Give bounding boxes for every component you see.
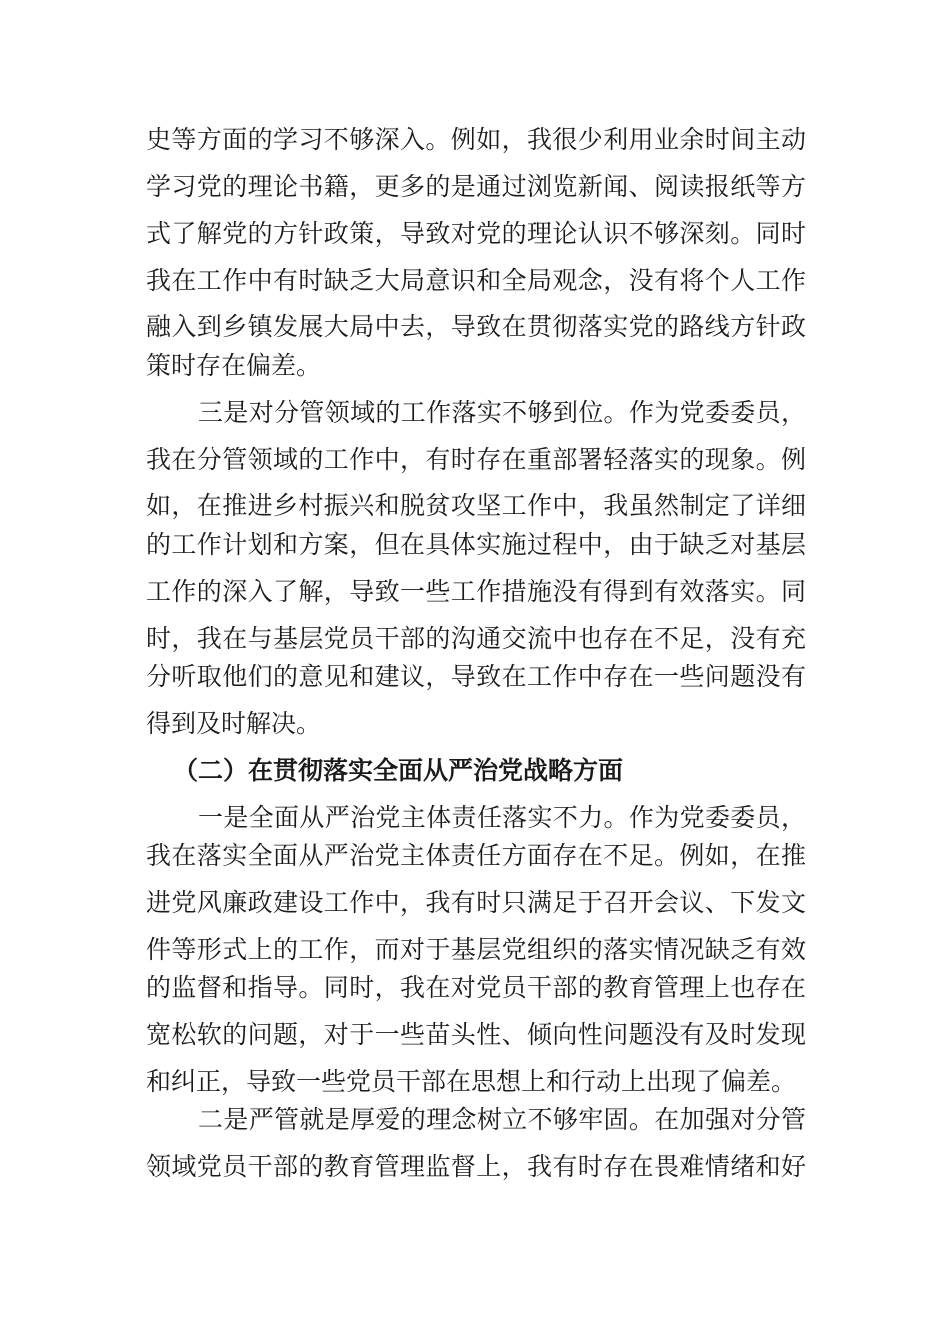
text-line: 领域党员干部的教育管理监督上，我有时存在畏难情绪和好 — [146, 1152, 806, 1181]
text-line: 时，我在与基层党员干部的沟通交流中也存在不足，没有充 — [146, 624, 806, 653]
text-line: 的工作计划和方案，但在具体实施过程中，由于缺乏对基层 — [146, 530, 806, 559]
text-line: 进党风廉政建设工作中，我有时只满足于召开会议、下发文 — [146, 888, 806, 917]
text-line: 我在分管领域的工作中，有时存在重部署轻落实的现象。例 — [146, 445, 806, 474]
section-heading: （二）在贯彻落实全面从严治党战略方面 — [173, 756, 624, 785]
paragraph-start-line: 三是对分管领域的工作落实不够到位。作为党委委员， — [198, 398, 806, 427]
text-line: 我在工作中有时缺乏大局意识和全局观念，没有将个人工作 — [146, 266, 806, 295]
paragraph-start-line: 一是全面从严治党主体责任落实不力。作为党委委员， — [198, 803, 806, 832]
text-line: 策时存在偏差。 — [146, 351, 322, 380]
text-line: 式了解党的方针政策，导致对党的理论认识不够深刻。同时 — [146, 219, 806, 248]
text-line: 我在落实全面从严治党主体责任方面存在不足。例如，在推 — [146, 841, 806, 870]
text-line: 工作的深入了解，导致一些工作措施没有得到有效落实。同 — [146, 577, 806, 606]
text-line: 和纠正，导致一些党员干部在思想上和行动上出现了偏差。 — [146, 1067, 797, 1096]
text-line: 史等方面的学习不够深入。例如，我很少利用业余时间主动 — [146, 125, 806, 154]
text-line: 宽松软的问题，对于一些苗头性、倾向性问题没有及时发现 — [146, 1020, 806, 1049]
text-line: 如，在推进乡村振兴和脱贫攻坚工作中，我虽然制定了详细 — [146, 491, 806, 520]
text-line: 学习党的理论书籍，更多的是通过浏览新闻、阅读报纸等方 — [146, 172, 806, 201]
text-line: 得到及时解决。 — [146, 709, 322, 738]
text-line: 的监督和指导。同时，我在对党员干部的教育管理上也存在 — [146, 973, 806, 1002]
text-line: 件等形式上的工作，而对于基层党组织的落实情况缺乏有效 — [146, 935, 806, 964]
text-line: 分听取他们的意见和建议，导致在工作中存在一些问题没有 — [146, 662, 806, 691]
text-line: 融入到乡镇发展大局中去，导致在贯彻落实党的路线方针政 — [146, 312, 806, 341]
paragraph-start-line: 二是严管就是厚爱的理念树立不够牢固。在加强对分管 — [198, 1105, 806, 1134]
